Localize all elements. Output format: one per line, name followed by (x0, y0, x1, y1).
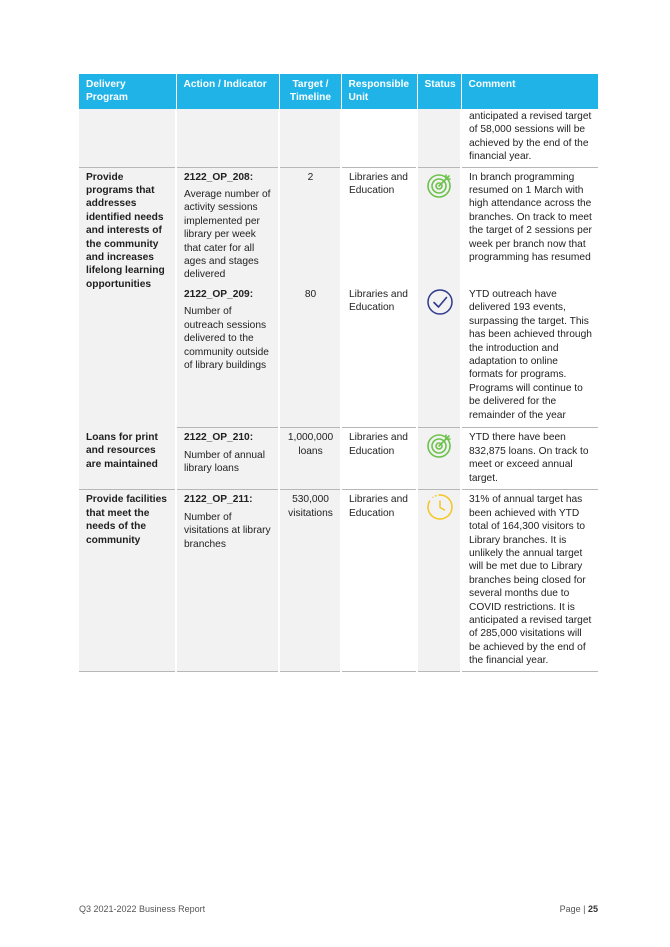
target-icon (426, 431, 454, 459)
indicator-description: Average number of activity sessions implemented per library per week that cater for all ages and stages delivered (184, 189, 271, 281)
responsible-unit-cell: Libraries and Education (341, 428, 417, 490)
status-cell (417, 490, 461, 671)
delivery-program-cell: Provide programs that addresses identified needs and interests of the community and increases lifelong learning opportunities (79, 167, 176, 428)
target-cell: 1,000,000 loans (279, 428, 341, 490)
table-row-op-210 (79, 428, 598, 490)
header-responsible-unit: Responsible Unit (341, 74, 417, 109)
header-target-timeline: Target / Timeline (279, 74, 341, 109)
indicator-description: Number of annual library loans (184, 449, 265, 475)
status-cell (417, 167, 461, 285)
delivery-program-cell: Loans for print and resources are maintained (79, 428, 176, 490)
indicator-code: 2122_OP_210: (184, 432, 254, 444)
comment-cell: YTD outreach have delivered 193 events, surpassing the target. This has been achieved through the introduction and adaptation to online formats for programs. Programs will continue to be delivered for the remainder of the year (461, 285, 598, 428)
business-report-table (79, 74, 598, 672)
comment-cell: In branch programming resumed on 1 March with high attendance across the branches. On track to meet the target of 2 sessions per week per branch now that programming has resumed (461, 167, 598, 285)
indicator-code: 2122_OP_211: (184, 494, 253, 506)
header-comment: Comment (461, 74, 598, 109)
header-status: Status (417, 74, 461, 109)
comment-cell: anticipated a revised target of 58,000 sessions will be achieved by the end of the financial year. (461, 109, 598, 167)
target-cell: 2 (279, 167, 341, 285)
header-delivery-program: Delivery Program (79, 74, 176, 109)
action-indicator-cell (176, 285, 279, 428)
responsible-unit-cell: Libraries and Education (341, 490, 417, 671)
clock-icon (426, 493, 454, 521)
footer-report-title: Q3 2021-2022 Business Report (79, 904, 206, 914)
table-row-op-208 (79, 167, 598, 285)
target-icon (426, 171, 454, 199)
comment-cell: 31% of annual target has been achieved with YTD total of 164,300 visitors to Library branches. It is unlikely the annual target will be met due to Library branches being closed for several months due to COVID restrictions. It is anticipated a revised target of 285,000 visitations will be achieved by the end of the financial year. (461, 490, 598, 671)
table-row-continuation (79, 109, 598, 167)
responsible-unit-cell: Libraries and Education (341, 167, 417, 285)
indicator-description: Number of outreach sessions delivered to the community outside of library buildings (184, 306, 269, 371)
indicator-description: Number of visitations at library branches (184, 511, 271, 550)
indicator-code: 2122_OP_208: (184, 171, 254, 183)
table-header-row (79, 74, 598, 109)
responsible-unit-cell: Libraries and Education (341, 285, 417, 428)
delivery-program-cell: Provide facilities that meet the needs of the community (79, 490, 176, 671)
status-cell (417, 285, 461, 428)
action-indicator-cell (176, 167, 279, 285)
status-cell (417, 428, 461, 490)
target-cell: 530,000 visitations (279, 490, 341, 671)
indicator-code: 2122_OP_209: (184, 288, 254, 300)
header-action-indicator: Action / Indicator (176, 74, 279, 109)
checkmark-icon (426, 288, 454, 316)
action-indicator-cell (176, 428, 279, 490)
page-number: 25 (587, 904, 598, 914)
comment-cell: YTD there have been 832,875 loans. On track to meet or exceed annual target. (461, 428, 598, 490)
footer-page-number (560, 904, 598, 914)
table-row-op-211 (79, 490, 598, 671)
action-indicator-cell (176, 490, 279, 671)
page-label: Page | (559, 904, 586, 914)
target-cell: 80 (279, 285, 341, 428)
